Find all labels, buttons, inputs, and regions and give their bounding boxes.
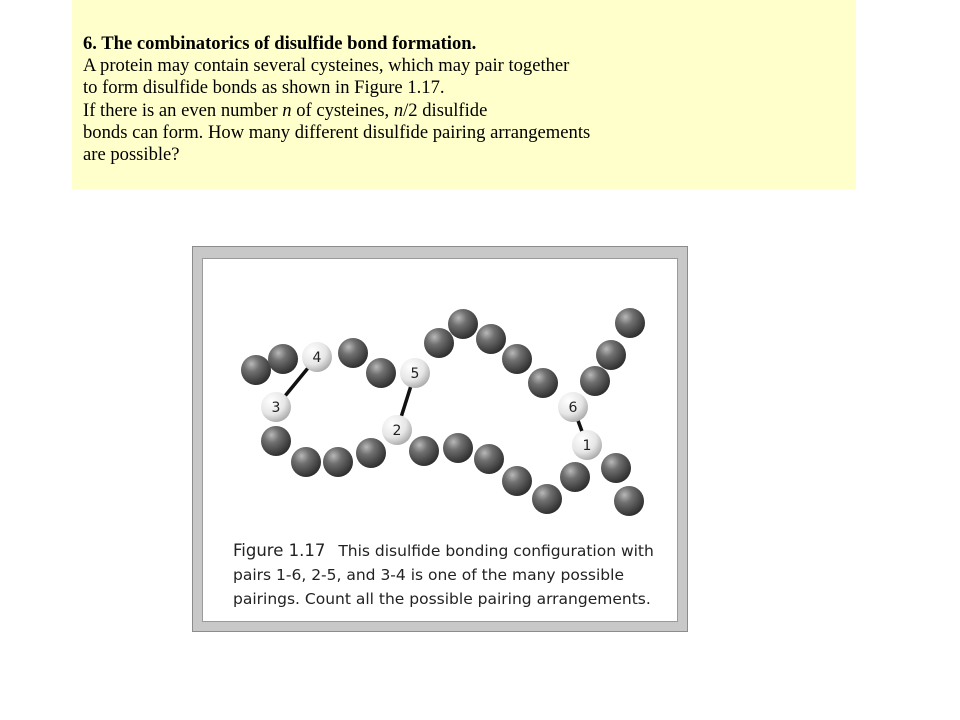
problem-box [72, 0, 856, 189]
cysteine-bead [572, 430, 602, 460]
residue-circle [443, 433, 473, 463]
disulfide-molecule-diagram [203, 259, 679, 539]
residue-bead [424, 328, 454, 358]
variable-n-half: n [393, 99, 404, 121]
cysteine-label: 3 [271, 400, 281, 416]
residue-circle [323, 447, 353, 477]
cysteine-bead [400, 358, 430, 388]
residue-circle [476, 324, 506, 354]
residue-bead [261, 426, 291, 456]
problem-line-5: are possible? [83, 144, 180, 166]
residue-bead [409, 436, 439, 466]
residue-circle [615, 308, 645, 338]
cysteine-label: 5 [410, 366, 420, 382]
residue-bead [474, 444, 504, 474]
residue-bead [615, 308, 645, 338]
residue-circle [338, 338, 368, 368]
residue-circle [474, 444, 504, 474]
cysteine-label: 1 [582, 438, 592, 454]
residue-circle [614, 486, 644, 516]
residue-bead [241, 355, 271, 385]
residue-bead [291, 447, 321, 477]
residue-bead [476, 324, 506, 354]
residue-bead [448, 309, 478, 339]
problem-line-3-a: If there is an even number [83, 99, 283, 121]
residue-circle [424, 328, 454, 358]
cysteine-bead [302, 342, 332, 372]
cysteine-bead [382, 415, 412, 445]
residue-bead [528, 368, 558, 398]
residue-circle [502, 344, 532, 374]
cysteine-label: 4 [312, 350, 322, 366]
problem-line-3-b: of cysteines, [291, 99, 394, 121]
residue-bead [532, 484, 562, 514]
residue-bead [502, 344, 532, 374]
caption-line-2: pairs 1-6, 2-5, and 3-4 is one of the many possible [233, 566, 624, 584]
residue-circle [409, 436, 439, 466]
cysteine-label: 6 [568, 400, 578, 416]
problem-line-1: A protein may contain several cysteines, which may pair together [83, 55, 570, 77]
cysteine-label: 2 [392, 423, 402, 439]
residue-circle [366, 358, 396, 388]
residue-circle [532, 484, 562, 514]
residue-bead [560, 462, 590, 492]
residue-bead [356, 438, 386, 468]
residue-bead [366, 358, 396, 388]
cysteine-bead [261, 392, 291, 422]
cysteine-bead [558, 392, 588, 422]
residue-circle [580, 366, 610, 396]
residue-circle [596, 340, 626, 370]
residue-bead [580, 366, 610, 396]
residue-bead [601, 453, 631, 483]
problem-line-4: bonds can form. How many different disulfide pairing arrangements [83, 121, 591, 143]
figure-panel [202, 258, 678, 622]
figure-caption [233, 539, 673, 611]
figure-frame [192, 246, 688, 632]
residue-circle [528, 368, 558, 398]
caption-text-1: This disulfide bonding configuration with [338, 542, 654, 560]
residue-circle [560, 462, 590, 492]
figure-label: Figure 1.17 [233, 541, 326, 560]
problem-line-2: to form disulfide bonds as shown in Figure 1.17. [83, 77, 445, 99]
residue-bead [323, 447, 353, 477]
residue-circle [601, 453, 631, 483]
caption-line-3: pairings. Count all the possible pairing arrangements. [233, 590, 651, 608]
residue-circle [268, 344, 298, 374]
problem-title: 6. The combinatorics of disulfide bond formation. [83, 33, 477, 54]
caption-line-1 [233, 539, 673, 563]
residue-bead [443, 433, 473, 463]
variable-n: n [282, 99, 292, 121]
problem-line-3-c: /2 disulfide [403, 99, 488, 121]
residue-bead [596, 340, 626, 370]
residue-bead [502, 466, 532, 496]
residue-bead [268, 344, 298, 374]
residue-circle [356, 438, 386, 468]
residue-bead [338, 338, 368, 368]
problem-line-3 [83, 100, 856, 122]
residue-circle [261, 426, 291, 456]
residue-bead [614, 486, 644, 516]
residue-circle [448, 309, 478, 339]
residue-circle [502, 466, 532, 496]
residue-circle [291, 447, 321, 477]
residue-circle [241, 355, 271, 385]
residue-chain [241, 308, 645, 516]
